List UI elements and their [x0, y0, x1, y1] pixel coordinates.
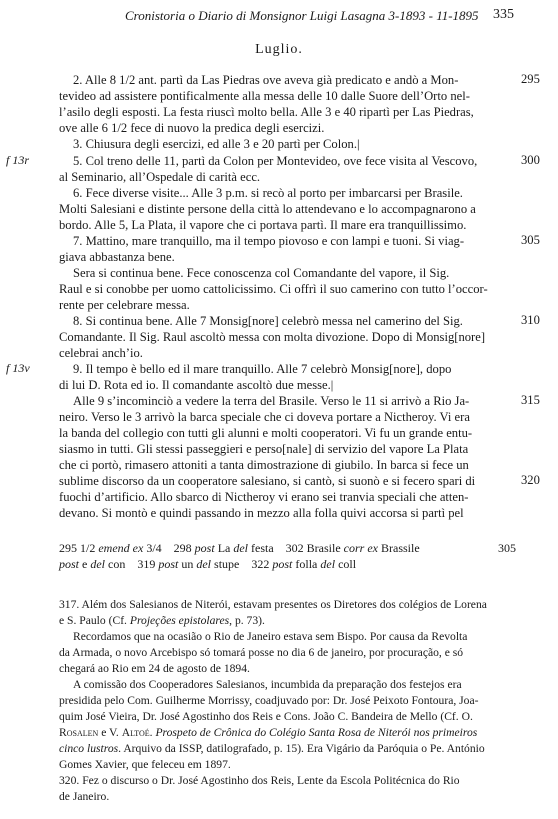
- text-line: l’asilo degli esposti. La festa riuscì molto bella. Alle 3 e 40 ripartì per Las Piedras,: [59, 105, 474, 119]
- text-line: celebrai anch’io.: [59, 346, 143, 360]
- text-line: Molti Salesiani e distinte persone della città lo attendevano e lo accompagnarono a: [59, 202, 476, 216]
- text-line: bordo. Alle 5, La Plata, il vapore che ci portava partì. Il mare era tranquillissimo.: [59, 218, 467, 232]
- footnote-line: presidida pelo Com. Guilherme Morrissy, coadjuvado por: Dr. José Peixoto Fontoura, Joa-: [59, 694, 479, 707]
- text-line: di lui D. Rota ed io. Il comandante ascoltò due messe.|: [59, 378, 334, 392]
- line-number: 320: [521, 473, 540, 487]
- text-line: Alle 9 s’incominciò a vedere la terra del Brasile. Verso le 11 si arrivò a Rio Ja-: [73, 394, 470, 408]
- running-header: Cronistoria o Diario di Monsignor Luigi Lasagna 3-1893 - 11-1895: [125, 8, 479, 23]
- footnote-line: de Janeiro.: [59, 790, 110, 803]
- folio-note: f 13v: [6, 361, 30, 375]
- footnote-line: da Armada, o novo Arcebispo só tomará posse no dia 6 de janeiro, por procuração, e só: [59, 646, 464, 659]
- text-line: tevideo ad assistere pontificalmente alla messa delle 10 dalle Suore dell’Orto nel-: [59, 89, 470, 103]
- text-line: Comandante. Il Sig. Raul ascoltò messa con molta divozione. Dopo di Monsig[nore]: [59, 330, 486, 344]
- line-number: 300: [521, 153, 540, 167]
- footnote-line: cinco lustros. Arquivo da ISSP, datilografado, p. 15). Era Vigário da Paróquia o Pe. António: [59, 742, 485, 755]
- apparatus-line-number: 305: [498, 541, 516, 555]
- section-title: Luglio.: [255, 42, 303, 57]
- text-line: 6. Fece diverse visite... Alle 3 p.m. si recò al porto per imbarcarsi per Brasile.: [73, 186, 463, 200]
- text-line: Sera si continua bene. Fece conoscenza col Comandante del vapore, il Sig.: [73, 266, 450, 280]
- text-line: devano. Si montò e quindi passando in mezzo alla folla quivi accorsa si partì pel: [59, 506, 464, 520]
- line-number: 310: [521, 313, 540, 327]
- text-line: 9. Il tempo è bello ed il mare tranquillo. Alle 7 celebrò Monsig[nore], dopo: [73, 362, 452, 376]
- text-line: 3. Chiusura degli esercizi, ed alle 3 e 20 partì per Colon.|: [73, 137, 360, 151]
- line-number: 295: [521, 72, 540, 86]
- text-line: la banda del collegio con tutti gli alunni e molti cooperatori. Vi fu un grande entu-: [59, 426, 473, 440]
- apparatus-line: 295 1/2 emend ex 3/4 298 post La del festa 302 Brasile corr ex Brassile: [59, 541, 420, 555]
- text-line: 7. Mattino, mare tranquillo, ma il tempo piovoso e con lampi e tuoni. Si viag-: [73, 234, 465, 248]
- apparatus-line: post e del con 319 post un del stupe 322 post folla del coll: [59, 557, 357, 571]
- footnote-line: 317. Além dos Salesianos de Niterói, estavam presentes os Diretores dos colégios de Lorena: [59, 598, 487, 611]
- text-line: Raul e si conobbe per uomo cattolicissimo. Ci offrì il suo camerino con tutto l’occor-: [59, 282, 488, 296]
- text-line: neiro. Verso le 3 arrivò la barca speciale che ci doveva portare a Nictheroy. Vi era: [59, 410, 470, 424]
- text-line: siasmo in tutti. Gli stessi passeggieri e perso[nale] di servizio del vapore La Plata: [59, 442, 469, 456]
- text-line: 5. Col treno delle 11, partì da Colon per Montevideo, ove fece visita al Vescovo,: [73, 154, 478, 168]
- text-line: sublime discorso da un cooperatore salesiano, si cantò, si suonò e si fecero spari di: [59, 474, 476, 488]
- text-line: giava abbastanza bene.: [59, 250, 175, 264]
- text-line: ove alle 6 1/2 fece di nuovo la predica degli esercizi.: [59, 121, 325, 135]
- footnote-line: chegará ao Rio em 24 de agosto de 1894.: [59, 662, 250, 675]
- folio-note: f 13r: [6, 153, 30, 167]
- footnote-line: Gomes Xavier, que feleceu em 1897.: [59, 758, 231, 771]
- footnote-line: Rosalen e V. Altoé. Prospeto de Crônica do Colégio Santa Rosa de Niterói nos primeiros: [59, 726, 478, 739]
- line-number: 315: [521, 393, 540, 407]
- text-line: fuochi d’artificio. Allo sbarco di Nictheroy vi erano sei tranvia speciali che atten-: [59, 490, 469, 504]
- text-line: 8. Si continua bene. Alle 7 Monsig[nore] celebrò messa nel camerino del Sig.: [73, 314, 463, 328]
- text-line: al Seminario, all’Ospedale di carità ecc.: [59, 170, 261, 184]
- footnote-line: quim José Vieira, Dr. José Agostinho dos Reis e Cons. João C. Bandeira de Mello (Cf. O.: [59, 710, 473, 723]
- text-line: 2. Alle 8 1/2 ant. partì da Las Piedras ove aveva già predicato e andò a Mon-: [73, 73, 459, 87]
- footnote-line: Recordamos que na ocasião o Rio de Janeiro estava sem Bispo. Por causa da Revolta: [73, 630, 468, 643]
- footnote-line: e S. Paulo (Cf. Projeções epistolares, p. 73).: [59, 614, 265, 627]
- text-line: che ci portò, rimasero attoniti a tanta dimostrazione di giubilo. In barca si fece un: [59, 458, 469, 472]
- line-number: 305: [521, 233, 540, 247]
- footnote-line: 320. Fez o discurso o Dr. José Agostinho dos Reis, Lente da Escola Politécnica do Rio: [59, 774, 460, 787]
- text-line: rente per celebrare messa.: [59, 298, 190, 312]
- footnote-line: A comissão dos Cooperadores Salesianos, incumbida da preparação dos festejos era: [73, 678, 462, 691]
- page-number: 335: [493, 7, 514, 22]
